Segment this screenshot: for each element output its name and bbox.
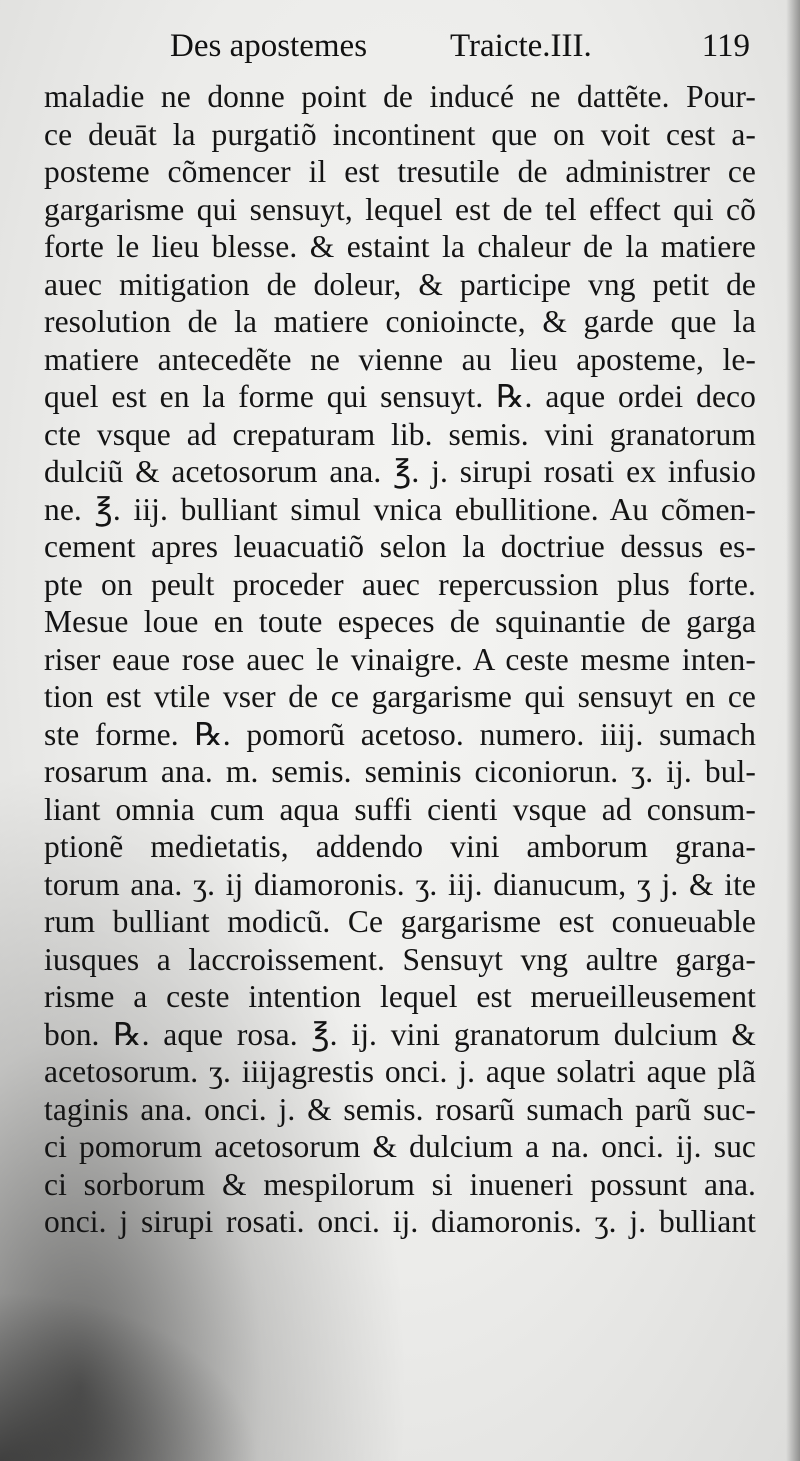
- text-line: ci pomorum acetosorum & dulcium a na. onci. ij. suc: [44, 1129, 756, 1164]
- text-line: dulciũ & acetosorum ana. ℥. j. sirupi rosati ex infusio: [44, 454, 756, 489]
- text-line: Mesue loue en toute especes de squinantie de garga: [44, 604, 756, 639]
- text-line: auec mitigation de doleur, & participe vng petit de: [44, 266, 756, 302]
- text-line: maladie ne donne point de inducé ne dattẽte. Pour-: [44, 79, 756, 114]
- text-line: matiere antecedẽte ne vienne au lieu aposteme, le-: [44, 341, 756, 377]
- page-header: [170, 28, 770, 68]
- text-line: rum bulliant modicũ. Ce gargarisme est conueuable: [44, 904, 756, 939]
- section-title: Traicte.III.: [450, 28, 592, 64]
- text-line: ci sorborum & mespilorum si inueneri possunt ana.: [44, 1166, 756, 1202]
- text-line: iusques a laccroissement. Sensuyt vng aultre garga-: [44, 941, 756, 977]
- running-title: Des apostemes: [170, 28, 368, 64]
- page-shadow: [0, 1291, 260, 1461]
- text-line: tion est vtile vser de ce gargarisme qui sensuyt en ce: [44, 679, 756, 714]
- text-line: ce deuāt la purgatiõ incontinent que on voit cest a-: [44, 116, 756, 152]
- text-line: ste forme. ℞. pomorũ acetoso. numero. iiij. sumach: [44, 716, 756, 752]
- text-line: posteme cõmencer il est tresutile de administrer ce: [44, 154, 756, 189]
- text-line: quel est en la forme qui sensuyt. ℞. aque ordei deco: [44, 379, 756, 414]
- text-line: risme a ceste intention lequel est merueilleusement: [44, 979, 756, 1014]
- page-number: 119: [701, 28, 750, 64]
- text-line: cement apres leuacuatiõ selon la doctriue dessus es-: [44, 529, 756, 564]
- text-line: ptionẽ medietatis, addendo vini amborum grana-: [44, 829, 756, 864]
- text-line: pte on peult proceder auec repercussion plus forte.: [44, 566, 756, 602]
- text-line: gargarisme qui sensuyt, lequel est de tel effect qui cõ: [44, 191, 756, 227]
- text-line: resolution de la matiere conioincte, & garde que la: [44, 304, 756, 339]
- text-line: riser eaue rose auec le vinaigre. A ceste mesme inten-: [44, 641, 756, 677]
- text-line: torum ana. ʒ. ij diamoronis. ʒ. iij. dianucum, ʒ j. & ite: [44, 866, 756, 902]
- text-line: taginis ana. onci. j. & semis. rosarũ sumach parũ suc-: [44, 1091, 756, 1127]
- text-line: forte le lieu blesse. & estaint la chaleur de la matiere: [44, 229, 756, 264]
- page-edge-shadow: [786, 0, 800, 1461]
- text-line: ne. ℥. iij. bulliant simul vnica ebullitione. Au cõmen-: [44, 491, 756, 527]
- text-line: liant omnia cum aqua suffi cienti vsque ad consum-: [44, 791, 756, 827]
- text-line: acetosorum. ʒ. iiijagrestis onci. j. aque solatri aque plã: [44, 1054, 756, 1089]
- text-line: onci. j sirupi rosati. onci. ij. diamoronis. ʒ. j. bulliant: [44, 1204, 756, 1239]
- text-line: bon. ℞. aque rosa. ℥. ij. vini granatorum dulcium &: [44, 1016, 756, 1052]
- text-line: cte vsque ad crepaturam lib. semis. vini granatorum: [44, 416, 756, 452]
- text-line: rosarum ana. m. semis. seminis ciconiorun. ʒ. ij. bul-: [44, 754, 756, 789]
- body-text: [44, 78, 756, 1241]
